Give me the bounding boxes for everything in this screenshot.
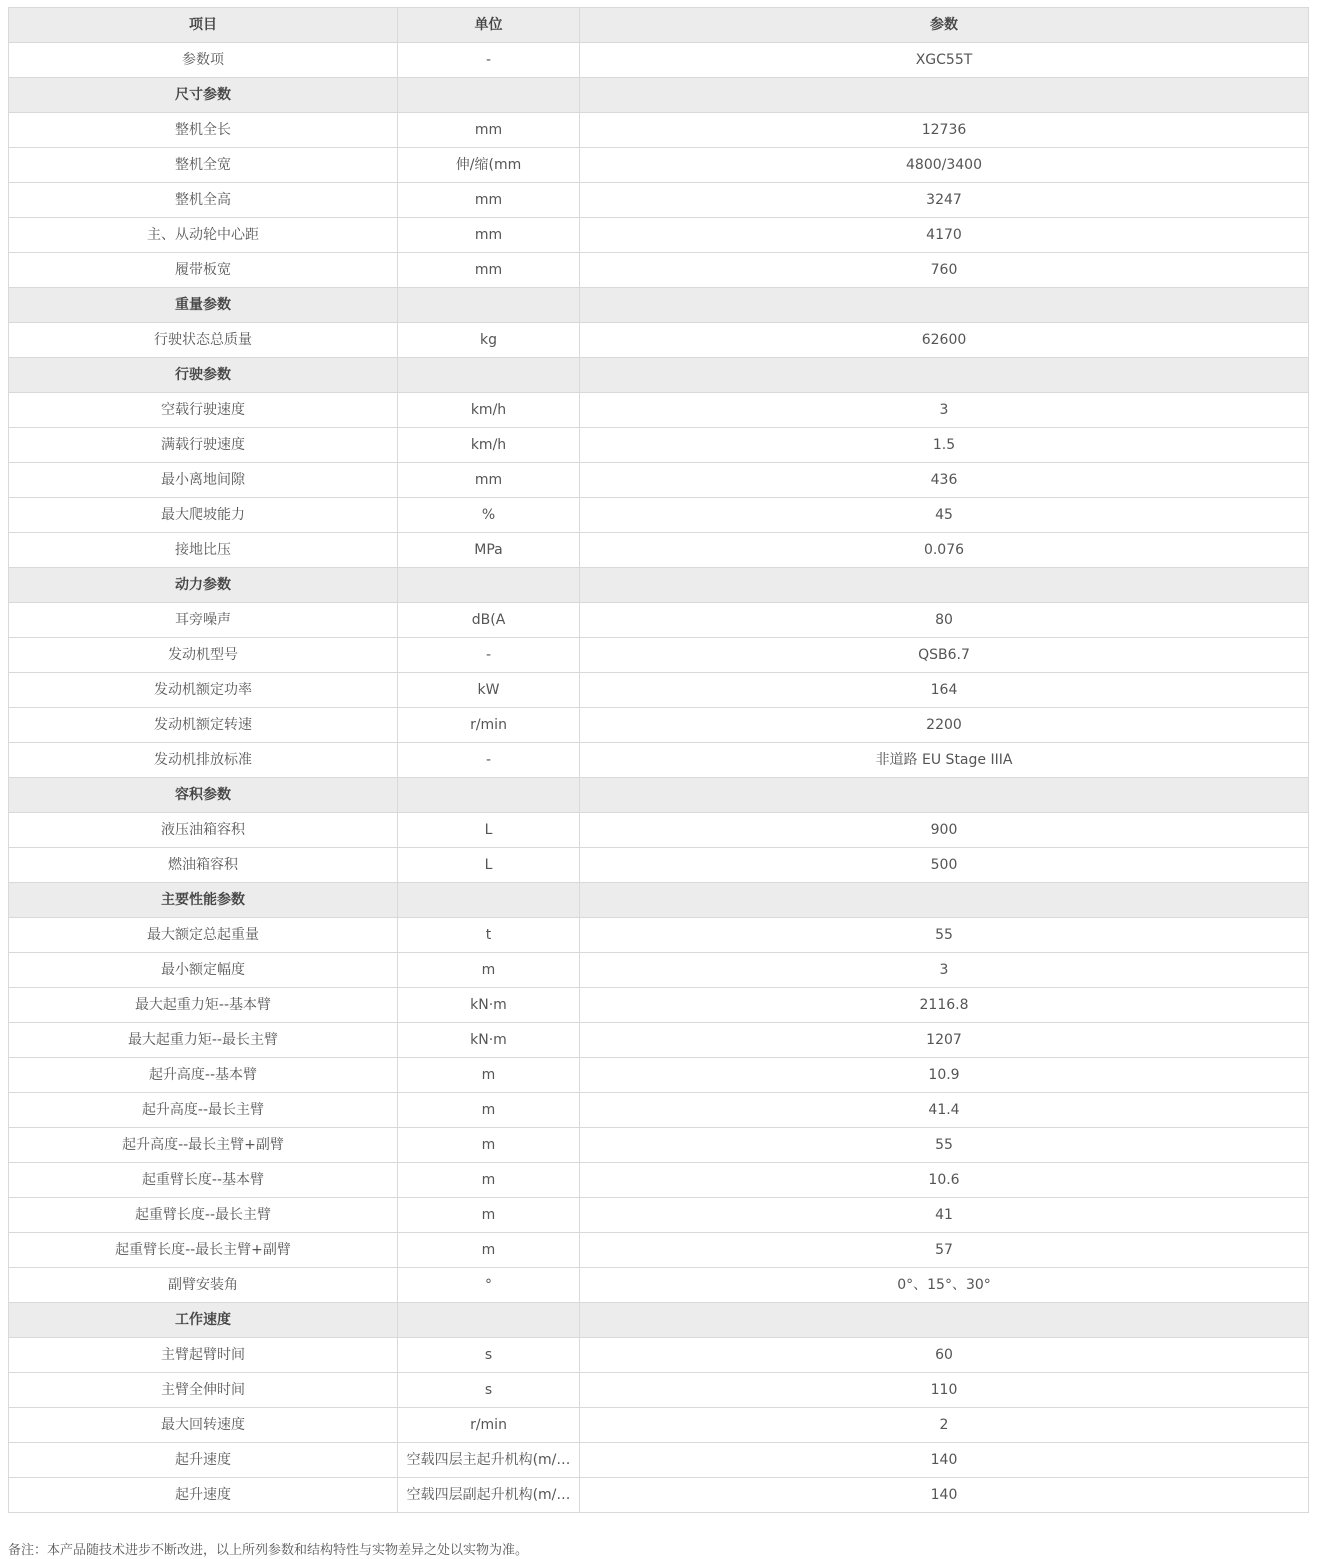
section-title: 工作速度 <box>9 1303 398 1338</box>
cell-unit: kN·m <box>398 1023 580 1058</box>
table-row <box>9 1233 1309 1268</box>
section-header-row <box>9 883 1309 918</box>
section-empty-cell <box>580 358 1309 393</box>
cell-unit: m <box>398 1163 580 1198</box>
table-row <box>9 603 1309 638</box>
cell-value: 164 <box>580 673 1309 708</box>
cell-value: 2116.8 <box>580 988 1309 1023</box>
table-row <box>9 673 1309 708</box>
table-row <box>9 813 1309 848</box>
table-row <box>9 1128 1309 1163</box>
cell-unit: m <box>398 1198 580 1233</box>
cell-item: 整机全长 <box>9 113 398 148</box>
header-unit: 单位 <box>398 8 580 43</box>
cell-value: 1.5 <box>580 428 1309 463</box>
cell-unit: mm <box>398 463 580 498</box>
cell-unit: - <box>398 638 580 673</box>
table-row <box>9 253 1309 288</box>
cell-value: 0°、15°、30° <box>580 1268 1309 1303</box>
table-row <box>9 1478 1309 1513</box>
table-row <box>9 323 1309 358</box>
cell-item: 行驶状态总质量 <box>9 323 398 358</box>
section-header-row <box>9 78 1309 113</box>
spec-table-body <box>9 8 1309 1513</box>
cell-item: 整机全宽 <box>9 148 398 183</box>
section-header-row <box>9 1303 1309 1338</box>
section-header-row <box>9 568 1309 603</box>
table-row <box>9 393 1309 428</box>
cell-value: QSB6.7 <box>580 638 1309 673</box>
cell-item: 副臂安装角 <box>9 1268 398 1303</box>
cell-value: 非道路 EU Stage IIIA <box>580 743 1309 778</box>
section-title: 尺寸参数 <box>9 78 398 113</box>
table-row <box>9 533 1309 568</box>
cell-item: 起重臂长度--基本臂 <box>9 1163 398 1198</box>
section-empty-cell <box>580 568 1309 603</box>
header-value: 参数 <box>580 8 1309 43</box>
cell-value: 57 <box>580 1233 1309 1268</box>
section-empty-cell <box>398 288 580 323</box>
cell-value: 10.6 <box>580 1163 1309 1198</box>
cell-item: 起重臂长度--最长主臂 <box>9 1198 398 1233</box>
cell-unit: ° <box>398 1268 580 1303</box>
section-empty-cell <box>580 288 1309 323</box>
cell-item: 发动机排放标准 <box>9 743 398 778</box>
cell-unit: km/h <box>398 428 580 463</box>
section-empty-cell <box>580 883 1309 918</box>
section-header-row <box>9 358 1309 393</box>
cell-value: 3 <box>580 953 1309 988</box>
cell-value: 436 <box>580 463 1309 498</box>
cell-value: 80 <box>580 603 1309 638</box>
cell-value: 760 <box>580 253 1309 288</box>
section-title: 重量参数 <box>9 288 398 323</box>
table-row <box>9 148 1309 183</box>
cell-item: 起升速度 <box>9 1443 398 1478</box>
table-row <box>9 463 1309 498</box>
cell-item: 整机全高 <box>9 183 398 218</box>
cell-item: 耳旁噪声 <box>9 603 398 638</box>
cell-value: 4170 <box>580 218 1309 253</box>
cell-unit: m <box>398 1128 580 1163</box>
table-row <box>9 1093 1309 1128</box>
cell-item: 最小离地间隙 <box>9 463 398 498</box>
section-empty-cell <box>398 1303 580 1338</box>
header-item: 项目 <box>9 8 398 43</box>
cell-item: 液压油箱容积 <box>9 813 398 848</box>
cell-item: 发动机额定转速 <box>9 708 398 743</box>
cell-item: 主臂全伸时间 <box>9 1373 398 1408</box>
cell-value: 2 <box>580 1408 1309 1443</box>
cell-unit: % <box>398 498 580 533</box>
cell-item: 履带板宽 <box>9 253 398 288</box>
cell-value: 140 <box>580 1443 1309 1478</box>
table-row <box>9 988 1309 1023</box>
table-row <box>9 953 1309 988</box>
cell-unit: dB(A <box>398 603 580 638</box>
cell-item: 起升高度--最长主臂+副臂 <box>9 1128 398 1163</box>
cell-unit: mm <box>398 113 580 148</box>
cell-item: 最大起重力矩--最长主臂 <box>9 1023 398 1058</box>
cell-item: 空载行驶速度 <box>9 393 398 428</box>
cell-unit: kg <box>398 323 580 358</box>
cell-unit: t <box>398 918 580 953</box>
section-header-row <box>9 288 1309 323</box>
table-header-row <box>9 8 1309 43</box>
section-title: 动力参数 <box>9 568 398 603</box>
section-empty-cell <box>580 78 1309 113</box>
cell-item: 燃油箱容积 <box>9 848 398 883</box>
cell-value: 1207 <box>580 1023 1309 1058</box>
section-empty-cell <box>398 778 580 813</box>
cell-value: 55 <box>580 1128 1309 1163</box>
cell-value: XGC55T <box>580 43 1309 78</box>
table-row <box>9 1373 1309 1408</box>
cell-unit: mm <box>398 253 580 288</box>
cell-value: 4800/3400 <box>580 148 1309 183</box>
table-row <box>9 428 1309 463</box>
cell-unit: mm <box>398 183 580 218</box>
cell-item: 发动机额定功率 <box>9 673 398 708</box>
section-empty-cell <box>580 1303 1309 1338</box>
table-row <box>9 218 1309 253</box>
cell-value: 60 <box>580 1338 1309 1373</box>
cell-unit: kW <box>398 673 580 708</box>
cell-unit: km/h <box>398 393 580 428</box>
cell-value: 3 <box>580 393 1309 428</box>
table-row <box>9 43 1309 78</box>
cell-item: 最大回转速度 <box>9 1408 398 1443</box>
cell-value: 2200 <box>580 708 1309 743</box>
table-row <box>9 1163 1309 1198</box>
cell-unit: s <box>398 1338 580 1373</box>
table-row <box>9 1198 1309 1233</box>
cell-value: 55 <box>580 918 1309 953</box>
section-title: 主要性能参数 <box>9 883 398 918</box>
cell-item: 起升高度--最长主臂 <box>9 1093 398 1128</box>
table-row <box>9 1058 1309 1093</box>
table-row <box>9 183 1309 218</box>
cell-value: 0.076 <box>580 533 1309 568</box>
section-empty-cell <box>580 778 1309 813</box>
cell-unit: r/min <box>398 1408 580 1443</box>
cell-unit: m <box>398 953 580 988</box>
cell-unit: mm <box>398 218 580 253</box>
cell-item: 接地比压 <box>9 533 398 568</box>
cell-item: 起升速度 <box>9 1478 398 1513</box>
cell-value: 45 <box>580 498 1309 533</box>
cell-unit: L <box>398 813 580 848</box>
table-row <box>9 113 1309 148</box>
cell-unit: 伸/缩(mm <box>398 148 580 183</box>
section-empty-cell <box>398 568 580 603</box>
cell-item: 发动机型号 <box>9 638 398 673</box>
table-row <box>9 498 1309 533</box>
cell-item: 起升高度--基本臂 <box>9 1058 398 1093</box>
cell-item: 主臂起臂时间 <box>9 1338 398 1373</box>
cell-unit: 空载四层主起升机构(m/… <box>398 1443 580 1478</box>
cell-unit: 空载四层副起升机构(m/… <box>398 1478 580 1513</box>
cell-unit: r/min <box>398 708 580 743</box>
cell-value: 500 <box>580 848 1309 883</box>
cell-value: 140 <box>580 1478 1309 1513</box>
cell-item: 最小额定幅度 <box>9 953 398 988</box>
table-row <box>9 708 1309 743</box>
cell-unit: m <box>398 1233 580 1268</box>
cell-unit: s <box>398 1373 580 1408</box>
cell-unit: kN·m <box>398 988 580 1023</box>
section-empty-cell <box>398 78 580 113</box>
cell-unit: m <box>398 1058 580 1093</box>
table-row <box>9 1338 1309 1373</box>
cell-value: 41 <box>580 1198 1309 1233</box>
footnote: 备注：本产品随技术进步不断改进，以上所列参数和结构特性与实物差异之处以实物为准。 <box>8 1543 529 1558</box>
table-row <box>9 1408 1309 1443</box>
table-row <box>9 743 1309 778</box>
cell-value: 10.9 <box>580 1058 1309 1093</box>
table-row <box>9 848 1309 883</box>
table-row <box>9 1023 1309 1058</box>
section-title: 容积参数 <box>9 778 398 813</box>
cell-value: 41.4 <box>580 1093 1309 1128</box>
section-header-row <box>9 778 1309 813</box>
cell-item: 满载行驶速度 <box>9 428 398 463</box>
cell-unit: - <box>398 743 580 778</box>
cell-item: 起重臂长度--最长主臂+副臂 <box>9 1233 398 1268</box>
cell-value: 62600 <box>580 323 1309 358</box>
cell-unit: m <box>398 1093 580 1128</box>
table-row <box>9 1443 1309 1478</box>
cell-unit: L <box>398 848 580 883</box>
cell-item: 最大起重力矩--基本臂 <box>9 988 398 1023</box>
spec-table <box>8 7 1309 1513</box>
table-row <box>9 918 1309 953</box>
cell-item: 主、从动轮中心距 <box>9 218 398 253</box>
cell-value: 3247 <box>580 183 1309 218</box>
cell-value: 12736 <box>580 113 1309 148</box>
section-empty-cell <box>398 883 580 918</box>
section-title: 行驶参数 <box>9 358 398 393</box>
cell-unit: - <box>398 43 580 78</box>
table-row <box>9 638 1309 673</box>
cell-item: 最大爬坡能力 <box>9 498 398 533</box>
cell-unit: MPa <box>398 533 580 568</box>
cell-item: 最大额定总起重量 <box>9 918 398 953</box>
cell-item: 参数项 <box>9 43 398 78</box>
cell-value: 110 <box>580 1373 1309 1408</box>
table-row <box>9 1268 1309 1303</box>
section-empty-cell <box>398 358 580 393</box>
cell-value: 900 <box>580 813 1309 848</box>
